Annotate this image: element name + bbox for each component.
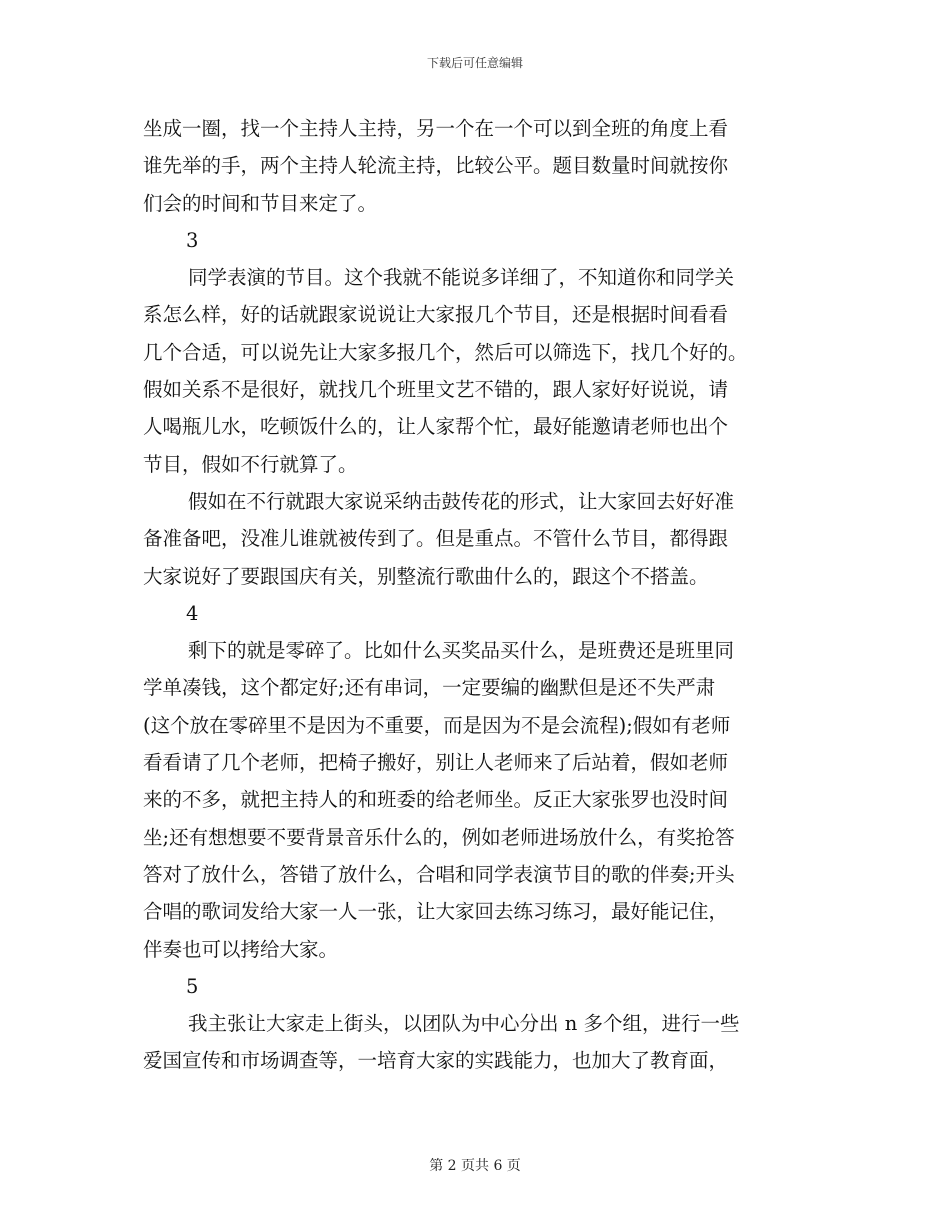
text-line: 合唱的歌词发给大家一人一张，让大家回去练习练习，最好能记住， bbox=[143, 900, 729, 924]
text-line: 同学表演的节目。这个我就不能说多详细了，不知道你和同学关 bbox=[188, 266, 735, 290]
text-line: 来的不多，就把主持人的和班委的给老师坐。反正大家张罗也没时间 bbox=[143, 788, 729, 812]
text-line: 节目，假如不行就算了。 bbox=[143, 452, 358, 476]
section-number: 4 bbox=[186, 601, 199, 625]
text-line: 坐成一圈，找一个主持人主持，另一个在一个可以到全班的角度上看 bbox=[143, 117, 729, 140]
text-line: 我主张让大家走上街头，以团队为中心分出 n 多个组，进行一些 bbox=[188, 1012, 740, 1036]
section-number: 5 bbox=[186, 974, 199, 998]
text-line: 系怎么样，好的话就跟家说说让大家报几个节目，还是根据时间看看 bbox=[143, 303, 729, 327]
page-footer: 第 2 页共 6 页 bbox=[429, 1158, 521, 1174]
text-line: 谁先举的手，两个主持人轮流主持，比较公平。题目数量时间就按你 bbox=[143, 154, 729, 178]
text-line: 答对了放什么，答错了放什么，合唱和同学表演节目的歌的伴奏;开头 bbox=[143, 862, 735, 886]
text-line: 爱国宣传和市场调查等，一培育大家的实践能力，也加大了教育面， bbox=[143, 1049, 729, 1073]
text-line: 备准备吧，没准儿谁就被传到了。但是重点。不管什么节目，都得跟 bbox=[143, 527, 729, 551]
text-line: 人喝瓶儿水，吃顿饭什么的，让人家帮个忙，最好能邀请老师也出个 bbox=[143, 415, 729, 439]
section-number: 3 bbox=[186, 228, 199, 252]
text-line: 伴奏也可以拷给大家。 bbox=[143, 937, 339, 961]
text-line: 们会的时间和节目来定了。 bbox=[143, 191, 378, 215]
text-line: 几个合适，可以说先让大家多报几个，然后可以筛选下，找几个好的。 bbox=[143, 340, 748, 364]
text-line: 坐;还有想想要不要背景音乐什么的，例如老师进场放什么，有奖抢答 bbox=[143, 825, 735, 849]
text-line: (这个放在零碎里不是因为不重要，而是因为不是会流程);假如有老师 bbox=[143, 713, 731, 737]
document-body bbox=[143, 110, 808, 1080]
text-line: 看看请了几个老师，把椅子搬好，别让人老师来了后站着，假如老师 bbox=[143, 751, 729, 775]
text-line: 剩下的就是零碎了。比如什么买奖品买什么，是班费还是班里同 bbox=[188, 639, 735, 663]
text-line: 假如关系不是很好，就找几个班里文艺不错的，跟人家好好说说，请 bbox=[143, 378, 729, 402]
page-header: 下载后可任意编辑 bbox=[426, 56, 523, 70]
text-line: 大家说好了要跟国庆有关，别整流行歌曲什么的，跟这个不搭盖。 bbox=[143, 564, 709, 588]
text-line: 假如在不行就跟大家说采纳击鼓传花的形式，让大家回去好好准 bbox=[188, 489, 735, 513]
text-line: 学单凑钱，这个都定好;还有串词，一定要编的幽默但是还不失严肃 bbox=[143, 676, 716, 700]
